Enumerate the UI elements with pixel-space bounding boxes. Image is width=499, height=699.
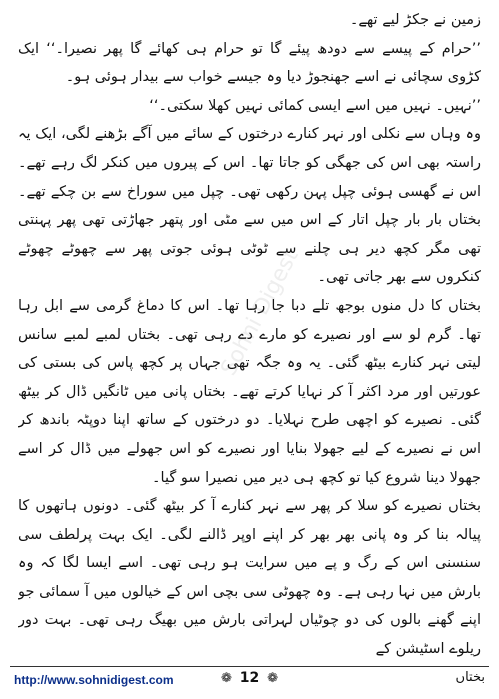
story-text: [18, 6, 481, 662]
page-number: [10, 670, 489, 686]
paragraph-6: بختاں نصیرے کو سلا کر پھر سے نہر کنارے آ کر بیٹھ گئی۔ دونوں ہاتھوں کا پیالہ بنا کر وہ پانی بھر بھر کر اپنے اوپر ڈالنے لگی۔ ایک بہت پرلطف سی سنسنی اس کے رگ و پے میں سرایت ہو رہی تھی۔ اسے ایسا لگا کہ وہ بارش میں نہا رہی ہے۔ وہ چھوٹی سی بچی اس کے خیالوں میں آ سمائی جو اپنے گھنے بالوں کی دو چوٹیاں لہراتی بارش میں بھیگ رہی تھی۔ بہت دور ریلوے اسٹیشن کے: [18, 498, 481, 658]
watermark: Sohni Digest: [216, 245, 304, 380]
ornament-left-icon: ❁: [220, 671, 232, 686]
website-link[interactable]: http://www.sohnidigest.com: [14, 673, 174, 687]
page-number-value: 12: [239, 670, 260, 686]
paragraph-5: بختاں کا دل منوں بوجھ تلے دبا جا رہا تھا۔ اس کا دماغ گرمی سے ابل رہا تھا۔ گرم لو سے اور نصیرے کو مارے دے رہی تھی۔ بختاں لمبے لمبے سانس لیتی نہر کنارے بیٹھ گئی۔ یہ وہ جگہ تھی جہاں پر کچھ پاس کی بستی کی عورتیں اور مرد اکثر آ کر نہایا کرتے تھے۔ بختاں پانی میں ٹانگیں ڈال کر بیٹھ گئی۔ نصیرے کو اچھی طرح نہلایا۔ دو درختوں کے ساتھ اپنا دوپٹہ باندھ کر اس نے نصیرے کے لیے جھولا بنایا اور نصیرے کو اس جھولے میں ڈال کر اسے جھولا دینا شروع کیا تو کچھ ہی دیر میں نصیرا سو گیا۔: [18, 297, 481, 486]
paragraph-1: زمین نے جکڑ لیے تھے۔: [349, 12, 481, 28]
paragraph-2: ’’حرام کے پیسے سے دودھ پیئے گا تو حرام ہی کھائے گا پھر نصیرا۔‘‘ ایک کڑوی سچائی نے اسے جھنجوڑ دیا وہ جیسے خواب سے بیدار ہوئی ہو۔: [18, 40, 481, 86]
paragraph-4: وہ وہاں سے نکلی اور نہر کنارے درختوں کے سائے میں آگے بڑھنے لگی، ایک یہ راستہ بھی اس کی جھگی کو جاتا تھا۔ اس کے پیروں میں کنکر لگ رہے تھے۔ اس نے گھسی ہوئی چپل پہن رکھی تھی۔ چپل میں سوراخ سے بن چکے تھے۔ بختاں بار بار چپل اتار کے اس میں سے مٹی اور پتھر جھاڑتی تھی پھر پہنتی تھی مگر کچھ دیر ہی چلنے سے ٹوٹی ہوئی جوتی پھر سے چھوٹے چھوٹے کنکروں سے بھر جاتی تھی۔: [18, 126, 481, 286]
page-footer: [10, 666, 489, 695]
paragraph-3: ’’نہیں۔ نہیں میں اسے ایسی کمائی نہیں کھلا سکتی۔‘‘: [149, 97, 481, 114]
ornament-right-icon: ❁: [267, 671, 279, 686]
story-title: بختاں: [455, 670, 485, 685]
